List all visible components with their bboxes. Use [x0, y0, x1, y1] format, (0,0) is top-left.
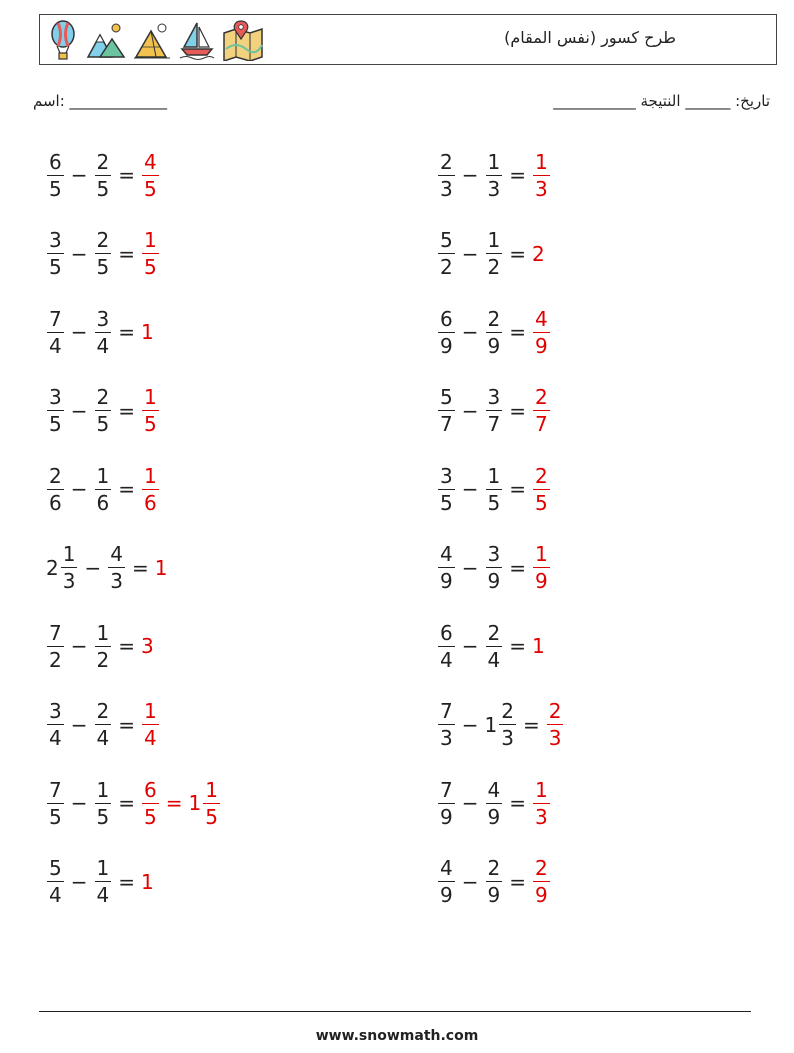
minus-sign: − — [70, 634, 88, 658]
denominator: 6 — [49, 490, 62, 515]
fraction — [47, 858, 64, 905]
numerator: 2 — [487, 620, 501, 645]
equals-sign: = — [522, 712, 540, 737]
numerator: 3 — [49, 228, 62, 252]
fraction — [47, 149, 64, 201]
page-title: طرح كسور (نفس المقام) — [504, 28, 676, 47]
fraction — [486, 620, 503, 672]
numerator: 1 — [144, 699, 157, 723]
fraction — [142, 463, 159, 515]
numerator: 1 — [62, 542, 76, 566]
denominator: 3 — [535, 804, 548, 829]
fraction — [47, 777, 64, 829]
numerator: 2 — [535, 856, 548, 880]
numerator: 2 — [501, 699, 514, 723]
fraction — [499, 701, 516, 748]
fraction — [142, 387, 159, 434]
numerator: 1 — [96, 463, 110, 488]
problem-item — [46, 695, 160, 755]
denominator: 2 — [49, 647, 62, 672]
problem-item — [46, 302, 155, 362]
equals-sign: = — [509, 634, 526, 658]
problem-item — [437, 224, 546, 284]
numerator: 2 — [96, 149, 110, 174]
sailboat-icon — [178, 19, 216, 61]
answer — [532, 777, 551, 829]
numerator: 2 — [96, 699, 110, 723]
fraction — [438, 306, 455, 358]
numerator: 2 — [487, 306, 501, 331]
minus-sign: − — [461, 555, 479, 580]
answer — [155, 556, 169, 580]
numerator: 1 — [205, 777, 218, 802]
answer — [532, 242, 546, 266]
problem-item — [437, 538, 551, 598]
denominator: 2 — [440, 255, 453, 279]
problem-item — [437, 459, 551, 519]
answer — [141, 230, 160, 277]
numerator: 1 — [96, 620, 110, 645]
date-label: تاريخ: ______ — [685, 92, 770, 110]
fraction — [142, 230, 159, 277]
answer — [141, 870, 155, 894]
minus-sign: − — [461, 634, 479, 658]
fraction — [438, 858, 455, 905]
problem-item — [437, 852, 551, 912]
fraction — [438, 544, 455, 591]
equals-sign: = — [118, 320, 135, 344]
denominator: 3 — [535, 176, 548, 201]
equals-sign: = — [118, 241, 135, 266]
denominator: 3 — [548, 726, 562, 750]
denominator: 4 — [440, 647, 453, 672]
numerator: 1 — [144, 228, 157, 252]
denominator: 5 — [535, 490, 548, 515]
whole-number: 1 — [484, 712, 498, 737]
minus-sign: − — [461, 477, 479, 501]
numerator: 2 — [96, 385, 110, 409]
problem-item — [437, 616, 546, 676]
whole-number: 1 — [154, 555, 168, 580]
minus-sign: − — [461, 398, 479, 423]
minus-sign: − — [461, 869, 479, 894]
answer — [141, 320, 155, 344]
numerator: 2 — [487, 856, 501, 880]
denominator: 3 — [110, 569, 123, 593]
answer — [188, 777, 221, 829]
fraction — [108, 544, 125, 591]
denominator: 5 — [49, 412, 62, 436]
fraction — [95, 701, 112, 748]
numerator: 7 — [49, 777, 62, 802]
numerator: 1 — [487, 149, 501, 174]
fraction — [95, 620, 112, 672]
numerator: 1 — [535, 149, 548, 174]
problem-item — [437, 381, 551, 441]
fraction — [438, 387, 455, 434]
equals-sign: = — [509, 163, 526, 187]
whole-number: 1 — [532, 634, 545, 658]
denominator: 5 — [487, 490, 501, 515]
fraction — [533, 306, 550, 358]
problem-item — [46, 145, 160, 205]
answer — [532, 634, 546, 658]
fraction — [438, 463, 455, 515]
denominator: 9 — [440, 804, 453, 829]
numerator: 5 — [49, 856, 62, 880]
map-pin-icon — [222, 19, 264, 61]
equals-sign: = — [509, 791, 526, 815]
numerator: 2 — [49, 463, 62, 488]
fraction — [486, 230, 503, 277]
fraction — [533, 387, 550, 434]
denominator: 2 — [487, 255, 501, 279]
numerator: 7 — [49, 620, 62, 645]
fraction — [533, 544, 550, 591]
hot-air-balloon-icon — [46, 19, 80, 61]
fraction — [95, 149, 112, 201]
numerator: 1 — [96, 777, 110, 802]
problem-item — [437, 773, 551, 833]
denominator: 4 — [49, 333, 62, 358]
equals-sign: = — [118, 791, 135, 815]
numerator: 2 — [440, 149, 453, 174]
denominator: 9 — [487, 569, 501, 593]
denominator: 9 — [487, 804, 501, 829]
numerator: 1 — [144, 385, 157, 409]
minus-sign: − — [461, 791, 479, 815]
numerator: 4 — [110, 542, 123, 566]
equals-sign: = — [131, 555, 149, 580]
fraction — [47, 620, 64, 672]
minus-sign: − — [84, 555, 102, 580]
minus-sign: − — [70, 869, 88, 894]
denominator: 9 — [487, 333, 501, 358]
answer — [141, 387, 160, 434]
fraction — [438, 230, 455, 277]
equals-sign: = — [118, 163, 135, 187]
numerator: 7 — [49, 306, 62, 331]
header-box — [39, 14, 777, 65]
denominator: 9 — [535, 333, 548, 358]
numerator: 6 — [440, 306, 453, 331]
numerator: 1 — [487, 228, 501, 252]
denominator: 5 — [440, 490, 453, 515]
numerator: 3 — [440, 463, 453, 488]
equals-sign: = — [509, 477, 526, 501]
fraction — [95, 463, 112, 515]
equals-sign: = — [118, 477, 135, 501]
problem-item — [46, 538, 168, 598]
equals-sign: = — [118, 712, 135, 737]
answer — [532, 858, 551, 905]
fraction — [47, 306, 64, 358]
denominator: 7 — [487, 412, 501, 436]
problem-item — [46, 616, 155, 676]
numerator: 4 — [144, 149, 157, 174]
denominator: 3 — [440, 726, 453, 750]
equals-sign: = — [509, 241, 526, 266]
denominator: 4 — [96, 883, 110, 907]
denominator: 7 — [440, 412, 453, 436]
fraction — [438, 620, 455, 672]
answer — [141, 701, 160, 748]
answer — [532, 306, 551, 358]
equals-sign: = — [118, 634, 135, 658]
answer — [141, 149, 160, 201]
denominator: 6 — [144, 490, 157, 515]
numerator: 2 — [535, 463, 548, 488]
numerator: 2 — [535, 385, 548, 409]
numerator: 5 — [440, 228, 453, 252]
denominator: 4 — [144, 726, 157, 750]
fraction — [95, 858, 112, 905]
fraction — [533, 858, 550, 905]
numerator: 3 — [49, 385, 62, 409]
minus-sign: − — [70, 712, 88, 737]
fraction — [142, 149, 159, 201]
fraction — [203, 777, 220, 829]
numerator: 4 — [440, 856, 453, 880]
denominator: 4 — [49, 726, 62, 750]
denominator: 5 — [96, 804, 110, 829]
date-score-labels — [553, 92, 770, 110]
numerator: 1 — [144, 463, 157, 488]
numerator: 6 — [49, 149, 62, 174]
minus-sign: − — [461, 241, 479, 266]
fraction — [95, 387, 112, 434]
denominator: 5 — [49, 176, 62, 201]
whole-number: 1 — [141, 320, 154, 344]
numerator: 5 — [440, 385, 453, 409]
problem-item — [437, 695, 564, 755]
whole-number: 3 — [141, 634, 154, 658]
denominator: 2 — [96, 647, 110, 672]
denominator: 5 — [49, 255, 62, 279]
problem-item — [46, 773, 221, 833]
denominator: 9 — [535, 569, 548, 593]
fraction — [47, 463, 64, 515]
equals-sign: = — [118, 398, 135, 423]
fraction — [438, 701, 455, 748]
denominator: 5 — [96, 255, 110, 279]
problem-item — [46, 459, 160, 519]
answer — [532, 387, 551, 434]
denominator: 7 — [535, 412, 548, 436]
problem-item — [46, 224, 160, 284]
fraction — [486, 858, 503, 905]
denominator: 3 — [501, 726, 514, 750]
denominator: 9 — [487, 883, 501, 907]
whole-number: 2 — [532, 241, 545, 266]
equals-sign: = — [509, 555, 526, 580]
fraction — [486, 777, 503, 829]
fraction — [486, 306, 503, 358]
fraction — [438, 777, 455, 829]
whole-number: 2 — [46, 555, 59, 580]
numerator: 3 — [487, 542, 501, 566]
fraction — [61, 544, 78, 591]
problem-item — [437, 145, 551, 205]
denominator: 9 — [440, 883, 453, 907]
equals-sign: = — [509, 869, 526, 894]
denominator: 3 — [62, 569, 76, 593]
denominator: 5 — [96, 176, 110, 201]
denominator: 4 — [49, 883, 62, 907]
fraction — [47, 230, 64, 277]
fraction — [533, 777, 550, 829]
numerator: 1 — [96, 856, 110, 880]
numerator: 1 — [535, 777, 548, 802]
fraction — [533, 149, 550, 201]
mountains-icon — [86, 19, 126, 61]
numerator: 3 — [49, 699, 62, 723]
fraction — [95, 230, 112, 277]
numerator: 4 — [487, 777, 501, 802]
denominator: 4 — [487, 647, 501, 672]
fraction — [486, 149, 503, 201]
denominator: 5 — [144, 804, 157, 829]
denominator: 6 — [96, 490, 110, 515]
numerator: 1 — [487, 463, 501, 488]
fraction — [47, 387, 64, 434]
fraction — [95, 777, 112, 829]
numerator: 4 — [535, 306, 548, 331]
equals-sign: = — [509, 398, 526, 423]
problem-item — [46, 381, 160, 441]
problem-item — [437, 302, 551, 362]
minus-sign: − — [70, 791, 88, 815]
numerator: 7 — [440, 699, 453, 723]
problem-item — [46, 852, 155, 912]
denominator: 4 — [96, 333, 110, 358]
whole-number: 1 — [141, 869, 154, 894]
answer — [532, 463, 551, 515]
fraction — [486, 544, 503, 591]
equals-sign: = — [509, 320, 526, 344]
pyramid-icon — [132, 19, 172, 61]
answer — [141, 463, 160, 515]
numerator: 3 — [96, 306, 110, 331]
footer-divider — [39, 1011, 751, 1012]
answer — [141, 634, 155, 658]
numerator: 7 — [440, 777, 453, 802]
minus-sign: − — [461, 712, 479, 737]
denominator: 5 — [205, 804, 218, 829]
numerator: 4 — [440, 542, 453, 566]
fraction — [142, 777, 159, 829]
minus-sign: − — [70, 477, 88, 501]
header-icons — [46, 19, 264, 61]
denominator: 4 — [96, 726, 110, 750]
fraction — [47, 701, 64, 748]
fraction — [486, 387, 503, 434]
minus-sign: − — [70, 398, 88, 423]
numerator: 1 — [535, 542, 548, 566]
minus-sign: − — [70, 320, 88, 344]
name-label: اسم: _____________ — [33, 92, 168, 110]
fraction — [486, 463, 503, 515]
answer — [532, 544, 551, 591]
minus-sign: − — [461, 163, 479, 187]
numerator: 2 — [548, 699, 562, 723]
denominator: 9 — [440, 569, 453, 593]
denominator: 5 — [144, 176, 157, 201]
fraction — [438, 149, 455, 201]
fraction — [95, 306, 112, 358]
denominator: 3 — [487, 176, 501, 201]
denominator: 5 — [96, 412, 110, 436]
numerator: 2 — [96, 228, 110, 252]
equals-sign: = — [118, 869, 135, 894]
numerator: 6 — [440, 620, 453, 645]
answer — [141, 777, 160, 829]
denominator: 5 — [144, 412, 157, 436]
denominator: 9 — [440, 333, 453, 358]
fraction — [533, 463, 550, 515]
whole-number: 1 — [188, 791, 202, 815]
denominator: 3 — [440, 176, 453, 201]
answer — [532, 149, 551, 201]
denominator: 9 — [535, 883, 548, 907]
score-label: النتيجة ___________ — [553, 92, 681, 110]
denominator: 5 — [144, 255, 157, 279]
footer-url: www.snowmath.com — [315, 1028, 479, 1044]
fraction — [142, 701, 159, 748]
minus-sign: − — [70, 241, 88, 266]
denominator: 5 — [49, 804, 62, 829]
minus-sign: − — [70, 163, 88, 187]
answer — [546, 701, 565, 748]
minus-sign: − — [461, 320, 479, 344]
numerator: 6 — [144, 777, 157, 802]
fraction — [547, 701, 564, 748]
equals-sign: = — [165, 791, 183, 815]
numerator: 3 — [487, 385, 501, 409]
